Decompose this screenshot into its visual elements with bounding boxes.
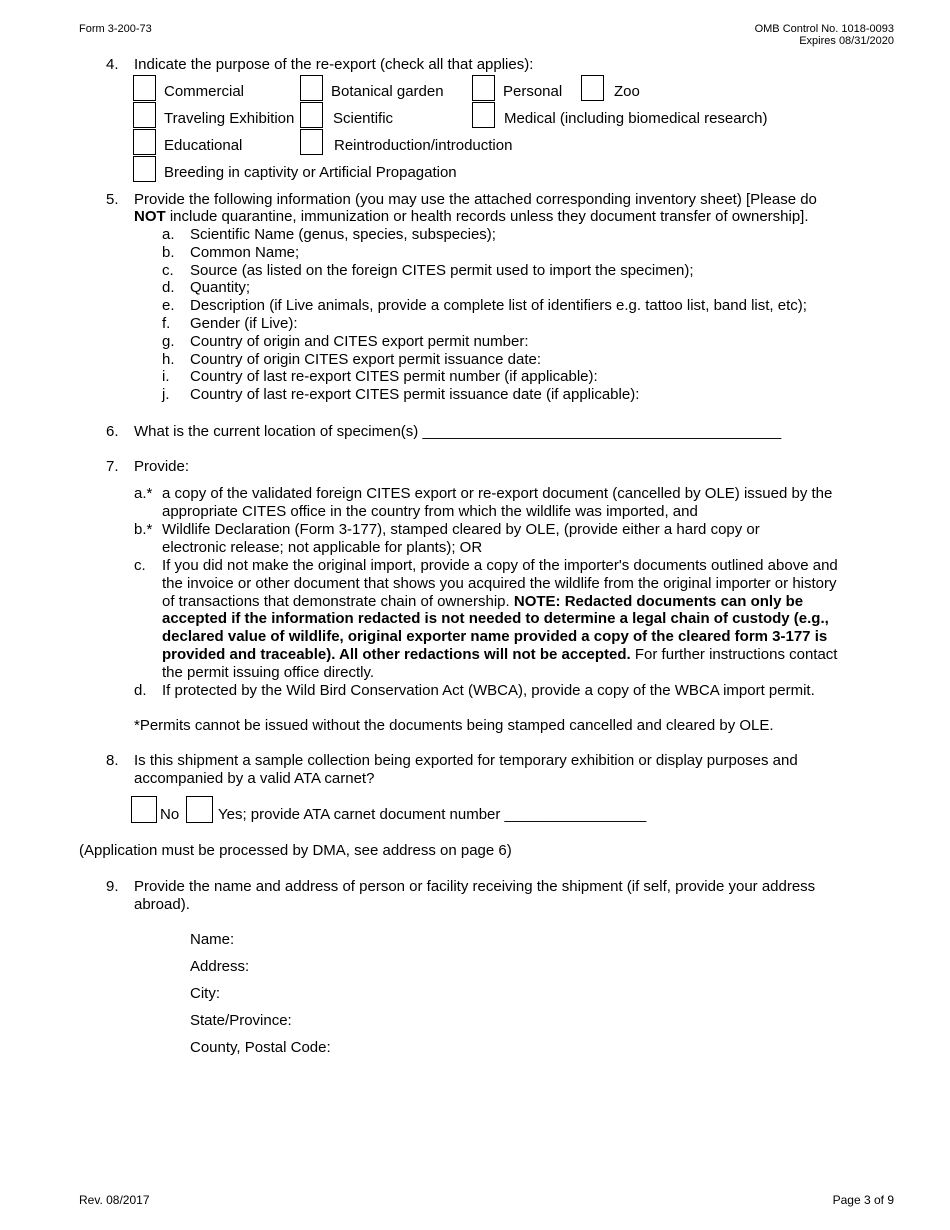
list-item-letter: j. xyxy=(162,386,170,404)
q9-number: 9. xyxy=(106,878,119,895)
list-item-letter: c. xyxy=(162,261,174,279)
checkbox-scientific[interactable] xyxy=(300,102,323,128)
q5-text-line2-rest: include quarantine, immunization or health records unless they document transfer of ownership]. xyxy=(165,208,809,225)
q7-c-letter: c. xyxy=(134,557,146,574)
q7-a-letter: a.* xyxy=(134,485,153,502)
q7-d-letter: d. xyxy=(134,682,147,699)
label-scientific: Scientific xyxy=(333,110,394,127)
list-item-letter: a. xyxy=(162,226,175,243)
revision-date: Rev. 08/2017 xyxy=(79,1193,150,1207)
q7-number: 7. xyxy=(106,458,119,475)
list-item-letter: h. xyxy=(162,350,175,368)
checkbox-commercial[interactable] xyxy=(133,75,156,101)
q7-c-text xyxy=(162,557,846,682)
q7-d-text: If protected by the Wild Bird Conservation Act (WBCA), provide a copy of the WBCA import permit. xyxy=(162,682,815,699)
list-item-letter: i. xyxy=(162,368,170,386)
label-breeding: Breeding in captivity or Artificial Propagation xyxy=(164,164,457,181)
q8-number: 8. xyxy=(106,752,119,769)
list-item-letter: f. xyxy=(162,314,171,332)
label-medical: Medical (including biomedical research) xyxy=(504,110,768,127)
label-botanical-garden: Botanical garden xyxy=(331,83,444,100)
list-item-text: Country of origin CITES export permit issuance date: xyxy=(190,350,541,368)
q9-prompt: Provide the name and address of person or facility receiving the shipment (if self, provide your address abroad). xyxy=(134,878,816,913)
q5-number: 5. xyxy=(106,191,119,208)
q7-b-text: Wildlife Declaration (Form 3-177), stamped cleared by OLE, (provide either a hard copy or electronic release; not applicable for plants); OR xyxy=(162,521,760,556)
list-item-letter: e. xyxy=(162,297,175,315)
q7-b-letter: b.* xyxy=(134,521,153,538)
label-educational: Educational xyxy=(164,137,243,154)
label-q8-no: No xyxy=(160,806,180,823)
list-item-text: Gender (if Live): xyxy=(190,314,298,332)
checkbox-botanical-garden[interactable] xyxy=(300,75,323,101)
q8-prompt: Is this shipment a sample collection being exported for temporary exhibition or display purposes and accompanied by a valid ATA carnet? xyxy=(134,752,798,787)
q5-not-emphasis: NOT xyxy=(134,208,166,225)
q7-permit-note: *Permits cannot be issued without the documents being stamped cancelled and cleared by OLE. xyxy=(134,717,774,734)
checkbox-traveling-exhibition[interactable] xyxy=(133,102,156,128)
label-q8-yes-carnet[interactable]: Yes; provide ATA carnet document number _________________ xyxy=(218,806,647,823)
omb-control-block xyxy=(755,23,894,47)
q4-prompt: Indicate the purpose of the re-export (check all that applies): xyxy=(134,56,534,73)
list-item-text: Country of origin and CITES export permit number: xyxy=(190,332,529,350)
list-item-text: Description (if Live animals, provide a complete list of identifiers e.g. tattoo list, band list, etc); xyxy=(190,297,807,315)
list-item-text: Quantity; xyxy=(190,279,251,297)
checkbox-personal[interactable] xyxy=(472,75,495,101)
checkbox-q8-yes[interactable] xyxy=(186,796,213,823)
field-address-label[interactable]: Address: xyxy=(190,958,250,975)
q6-number: 6. xyxy=(106,423,119,440)
q7-a-text: a copy of the validated foreign CITES export or re-export document (cancelled by OLE) issued by the appropriate CITES office in the country from which the wildlife was imported, and xyxy=(162,485,833,520)
checkbox-educational[interactable] xyxy=(133,129,156,155)
q4-number: 4. xyxy=(106,56,119,73)
list-item-text: Source (as listed on the foreign CITES permit used to import the specimen); xyxy=(190,261,694,279)
label-traveling-exhibition: Traveling Exhibition xyxy=(164,110,295,127)
q7-prompt: Provide: xyxy=(134,458,190,475)
checkbox-medical[interactable] xyxy=(472,102,495,128)
checkbox-zoo[interactable] xyxy=(581,75,604,101)
q7-c-redaction-note: NOTE: Redacted documents can only be accepted if the information redacted is not needed to determine a legal chain of custody (e.g., declared value of wildlife, original exporter name provided a copy of the cleared form 3-177 is provided and traceable). All other redactions will not be accepted. xyxy=(162,592,829,663)
label-commercial: Commercial xyxy=(164,83,245,100)
list-item-text: Scientific Name (genus, species, subspecies); xyxy=(190,226,496,243)
field-county-postal-label[interactable]: County, Postal Code: xyxy=(190,1039,331,1056)
list-item-text: Country of last re-export CITES permit issuance date (if applicable): xyxy=(190,386,640,404)
checkbox-q8-no[interactable] xyxy=(131,796,157,823)
label-zoo: Zoo xyxy=(614,83,640,100)
field-city-label[interactable]: City: xyxy=(190,985,220,1002)
checkbox-breeding[interactable] xyxy=(133,156,156,182)
q6-location-field[interactable]: What is the current location of specimen(s) ___________________________________________ xyxy=(134,423,782,440)
q7-c-text-plain: If you did not make the original import, provide a copy of the importer's documents outlined above and the invoice or other document that shows you acquired the wildlife from the original importer or history of transactions that demonstrate chain of ownership. xyxy=(162,557,838,610)
list-item-text: Country of last re-export CITES permit number (if applicable): xyxy=(190,368,598,386)
label-personal: Personal xyxy=(503,83,563,100)
q7-c-text-end: For further instructions contact the permit issuing office directly. xyxy=(162,645,838,681)
q5-text-line2 xyxy=(134,208,809,226)
form-number: Form 3-200-73 xyxy=(79,23,152,35)
page-number: Page 3 of 9 xyxy=(832,1193,894,1207)
label-reintroduction: Reintroduction/introduction xyxy=(334,137,513,154)
q5-text-line1: Provide the following information (you may use the attached corresponding inventory sheet) [Please do xyxy=(134,191,817,208)
field-name-label[interactable]: Name: xyxy=(190,931,235,948)
list-item-letter: d. xyxy=(162,279,175,297)
omb-control-number: OMB Control No. 1018-0093 xyxy=(754,23,894,35)
omb-expiration: Expires 08/31/2020 xyxy=(799,35,894,47)
field-state-label[interactable]: State/Province: xyxy=(190,1012,292,1029)
list-item-letter: g. xyxy=(162,332,175,350)
dma-note: (Application must be processed by DMA, see address on page 6) xyxy=(79,842,512,859)
list-item-letter: b. xyxy=(162,243,175,261)
list-item-text: Common Name; xyxy=(190,243,300,261)
checkbox-reintroduction[interactable] xyxy=(300,129,323,155)
